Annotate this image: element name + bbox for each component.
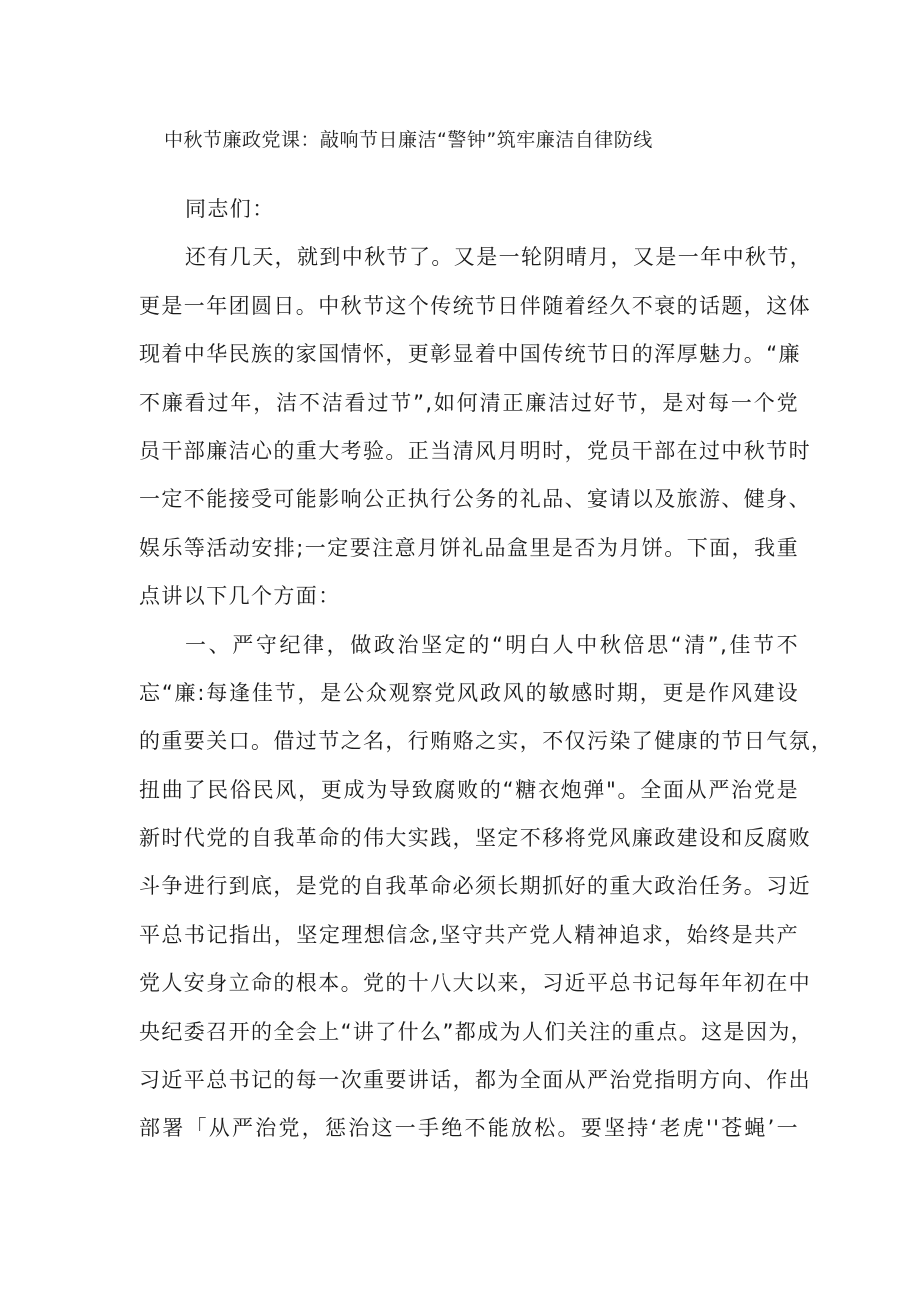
paragraph-line: 习近平总书记的每一次重要讲话，都为全面从严治党指明方向、作出: [139, 1068, 811, 1093]
paragraph-line: 新时代党的自我革命的伟大实践，坚定不移将党风廉政建设和反腐败: [139, 826, 811, 851]
paragraph-1: [139, 242, 813, 629]
paragraph-line: 现着中华民族的家国情怀，更彰显着中国传统节日的浑厚魅力。“廉: [139, 342, 801, 367]
paragraph-line: 央纪委召开的全会上“讲了什么”都成为人们关注的重点。这是因为，: [139, 1019, 814, 1044]
paragraph-line: 一定不能接受可能影响公正执行公务的礼品、宴请以及旅游、健身、: [139, 487, 811, 512]
paragraph-line: 扭曲了民俗民风，更成为导致腐败的“糖衣炮弹"。全面从严治党是: [139, 777, 799, 802]
paragraph-line: 的重要关口。借过节之名，行贿赂之实，不仅污染了健康的节日气氛，: [139, 729, 834, 754]
paragraph-line: 员干部廉洁心的重大考验。正当清风月明时，党员干部在过中秋节时: [139, 438, 811, 463]
paragraph-line: 一、严守纪律，做政治坚定的“明白人中秋倍思“清”,佳节不: [185, 632, 799, 657]
paragraph-line: 斗争进行到底，是党的自我革命必须长期抓好的重大政治任务。习近: [139, 874, 811, 899]
paragraph-line: 部署「从严治党，惩治这一手绝不能放松。要坚持‘老虎''苍蝇’一: [139, 1116, 799, 1141]
document-body: [139, 194, 834, 1162]
paragraph-line: 还有几天，就到中秋节了。又是一轮阴晴月，又是一年中秋节，: [185, 245, 813, 270]
paragraph-line: 更是一年团圆日。中秋节这个传统节日伴随着经久不衰的话题，这体: [139, 293, 811, 318]
paragraph-line: 平总书记指出，坚定理想信念,坚守共产党人精神追求，始终是共产: [139, 922, 799, 947]
paragraph-line: 不廉看过年，洁不洁看过节”,如何清正廉洁过好节，是对每一个党: [139, 390, 799, 415]
paragraph-line: 点讲以下几个方面：: [139, 584, 341, 609]
salutation: 同志们：: [185, 197, 275, 221]
paragraph-line: 娱乐等活动安排;一定要注意月饼礼品盒里是否为月饼。下面，我重: [139, 535, 799, 560]
paragraph-line: 党人安身立命的根本。党的十八大以来，习近平总书记每年年初在中: [139, 971, 811, 996]
paragraph-line: 忘“廉:每逢佳节，是公众观察党风政风的敏感时期，更是作风建设: [139, 680, 799, 705]
paragraph-2: [139, 630, 834, 1162]
document-title: 中秋节廉政党课：敲响节日廉洁“警钟”筑牢廉洁自律防线: [164, 129, 653, 151]
